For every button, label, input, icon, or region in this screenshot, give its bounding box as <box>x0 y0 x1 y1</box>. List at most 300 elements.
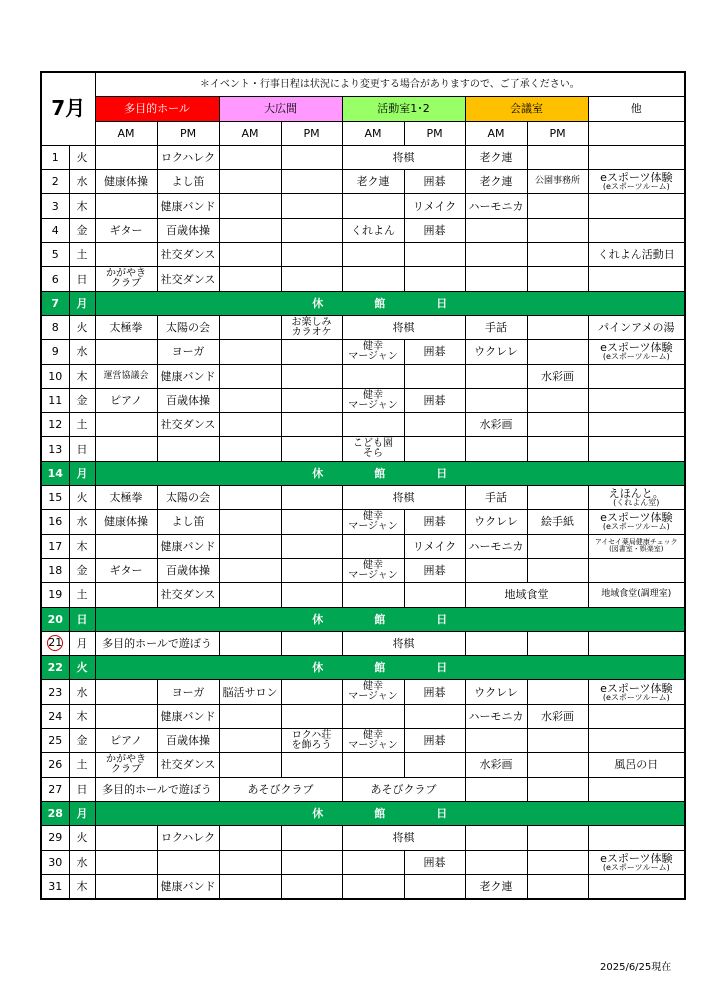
cell <box>95 826 157 850</box>
cell-line: かがやき <box>106 753 147 765</box>
table-row <box>41 170 685 194</box>
table-row <box>41 315 685 339</box>
cell <box>588 170 685 194</box>
cell <box>219 267 281 291</box>
day-number: 25 <box>41 729 69 753</box>
table-row <box>41 826 685 850</box>
cell <box>219 437 281 461</box>
table-row <box>41 243 685 267</box>
cell <box>281 704 342 728</box>
weekday: 金 <box>69 558 95 582</box>
as-of-date: 2025/6/25現在 <box>600 962 672 973</box>
cell <box>95 243 157 267</box>
cell: ウクレレ <box>465 340 527 364</box>
other-event: eスポーツ体験 <box>600 681 673 695</box>
other-event-sub: (eスポーツルーム) <box>602 522 670 532</box>
cell-line: 健幸 <box>363 340 384 352</box>
cell <box>281 874 342 899</box>
cell: 老ク連 <box>465 874 527 899</box>
cell <box>527 534 588 558</box>
cell: 囲碁 <box>404 729 465 753</box>
cell: ハーモニカ <box>465 534 527 558</box>
weekday: 木 <box>69 194 95 218</box>
weekday: 水 <box>69 850 95 874</box>
day-number: 11 <box>41 388 69 412</box>
room-header-other: 他 <box>588 97 685 121</box>
cell: くれよん <box>342 218 404 242</box>
cell <box>588 388 685 412</box>
cell: 囲碁 <box>404 850 465 874</box>
cell <box>219 704 281 728</box>
cell: 囲碁 <box>404 388 465 412</box>
cell: 多目的ホールで遊ぼう <box>95 631 219 655</box>
cell <box>588 267 685 291</box>
weekday: 水 <box>69 510 95 534</box>
cell: 脳活サロン <box>219 680 281 704</box>
cell <box>404 437 465 461</box>
cell <box>527 850 588 874</box>
cell: ウクレレ <box>465 510 527 534</box>
cell <box>465 243 527 267</box>
cell: 囲碁 <box>404 340 465 364</box>
cell: 風呂の日 <box>588 753 685 777</box>
cell <box>281 486 342 510</box>
cell-line: こども園 <box>353 438 394 450</box>
day-number: 30 <box>41 850 69 874</box>
day-number: 15 <box>41 486 69 510</box>
cell <box>527 486 588 510</box>
cell <box>404 243 465 267</box>
cell <box>281 850 342 874</box>
cell: 囲碁 <box>404 558 465 582</box>
cell <box>465 364 527 388</box>
cell: ヨーガ <box>157 340 219 364</box>
cell: 手話 <box>465 315 527 339</box>
cell <box>465 558 527 582</box>
closed-label: 休 館 日 <box>95 801 685 825</box>
cell <box>588 145 685 169</box>
cell <box>95 340 157 364</box>
cell <box>95 437 157 461</box>
cell: くれよん活動日 <box>588 243 685 267</box>
cell <box>527 218 588 242</box>
cell <box>219 583 281 607</box>
cell <box>527 874 588 899</box>
cell <box>219 850 281 874</box>
cell-line: 健幸 <box>363 681 384 693</box>
cell: 将棋 <box>342 145 465 169</box>
cell: 地域食堂(調理室) <box>588 583 685 607</box>
cell <box>219 753 281 777</box>
cell <box>588 777 685 801</box>
room-header-hall: 多目的ホール <box>95 97 219 121</box>
am-header: AM <box>95 121 157 145</box>
cell <box>281 510 342 534</box>
weekday: 金 <box>69 729 95 753</box>
pm-header: PM <box>281 121 342 145</box>
weekday: 火 <box>69 656 95 680</box>
day-number: 3 <box>41 194 69 218</box>
cell-line: 健幸 <box>363 389 384 401</box>
am-header: AM <box>465 121 527 145</box>
closed-label: 休 館 日 <box>95 461 685 485</box>
cell: あそびクラブ <box>342 777 465 801</box>
cell: 将棋 <box>342 631 465 655</box>
table-row <box>41 777 685 801</box>
cell <box>219 413 281 437</box>
cell <box>588 729 685 753</box>
weekday: 土 <box>69 243 95 267</box>
cell: 健康バンド <box>157 534 219 558</box>
other-event-sub: (eスポーツルーム) <box>602 352 670 362</box>
cell-line: マージャン <box>348 739 398 751</box>
day-number <box>41 631 69 655</box>
cell <box>342 510 404 534</box>
table-row <box>41 437 685 461</box>
cell <box>219 194 281 218</box>
cell-line: マージャン <box>348 520 398 532</box>
table-row <box>41 194 685 218</box>
closed-row <box>41 656 685 680</box>
cell: 将棋 <box>342 315 465 339</box>
cell <box>281 680 342 704</box>
cell: 太極拳 <box>95 486 157 510</box>
cell <box>588 850 685 874</box>
cell: ハーモニカ <box>465 194 527 218</box>
cell <box>281 145 342 169</box>
cell: 社交ダンス <box>157 583 219 607</box>
cell <box>219 729 281 753</box>
table-row <box>41 364 685 388</box>
other-event: eスポーツ体験 <box>600 341 673 355</box>
cell: 公園事務所 <box>527 170 588 194</box>
cell <box>219 874 281 899</box>
weekday: 日 <box>69 777 95 801</box>
cell <box>527 315 588 339</box>
cell: 百歳体操 <box>157 729 219 753</box>
cell: よし笛 <box>157 510 219 534</box>
cell <box>281 753 342 777</box>
cell: 将棋 <box>342 826 465 850</box>
cell: ギター <box>95 218 157 242</box>
cell: 将棋 <box>342 486 465 510</box>
room-header-katsudo: 活動室1･2 <box>342 97 465 121</box>
cell <box>219 218 281 242</box>
other-event: アイセイ薬局健康チェック <box>594 538 678 547</box>
cell <box>588 826 685 850</box>
cell-line: 健幸 <box>363 559 384 571</box>
cell <box>281 437 342 461</box>
cell <box>527 826 588 850</box>
cell: ヨーガ <box>157 680 219 704</box>
weekday: 日 <box>69 607 95 631</box>
cell <box>342 194 404 218</box>
closed-row <box>41 801 685 825</box>
cell: リメイク <box>404 194 465 218</box>
cell: ピアノ <box>95 388 157 412</box>
month-label: 7月 <box>41 72 95 145</box>
closed-label: 休 館 日 <box>95 291 685 315</box>
weekday: 月 <box>69 291 95 315</box>
weekday: 木 <box>69 364 95 388</box>
day-number: 7 <box>41 291 69 315</box>
table-row <box>41 510 685 534</box>
cell <box>281 558 342 582</box>
cell <box>588 364 685 388</box>
cell <box>95 583 157 607</box>
cell-line: クラブ <box>111 278 142 290</box>
cell-line: 健幸 <box>363 510 384 522</box>
other-blank <box>588 121 685 145</box>
cell <box>281 243 342 267</box>
cell <box>404 874 465 899</box>
cell: ロクハレク <box>157 145 219 169</box>
cell-line: そら <box>363 448 384 460</box>
other-event: えほんと。 <box>608 487 664 501</box>
cell <box>527 729 588 753</box>
other-event: eスポーツ体験 <box>600 171 673 185</box>
cell <box>281 340 342 364</box>
cell-line: 健幸 <box>363 729 384 741</box>
table-row <box>41 558 685 582</box>
cell <box>219 486 281 510</box>
closed-label: 休 館 日 <box>95 656 685 680</box>
cell-line: マージャン <box>348 569 398 581</box>
cell <box>342 753 404 777</box>
cell-line: ロクハ荘 <box>291 729 332 741</box>
day-number: 8 <box>41 315 69 339</box>
cell: 健康体操 <box>95 170 157 194</box>
table-row <box>41 218 685 242</box>
cell <box>342 413 404 437</box>
cell <box>95 680 157 704</box>
cell: 水彩画 <box>527 704 588 728</box>
cell-line: マージャン <box>348 399 398 411</box>
weekday: 金 <box>69 388 95 412</box>
table-row <box>41 874 685 899</box>
cell <box>527 267 588 291</box>
room-header-kaigi: 会議室 <box>465 97 588 121</box>
table-row <box>41 583 685 607</box>
cell <box>588 704 685 728</box>
weekday: 水 <box>69 680 95 704</box>
cell <box>219 826 281 850</box>
weekday: 金 <box>69 218 95 242</box>
cell <box>342 850 404 874</box>
cell <box>281 364 342 388</box>
cell <box>219 631 281 655</box>
cell <box>527 145 588 169</box>
cell <box>527 777 588 801</box>
weekday: 月 <box>69 801 95 825</box>
day-number: 10 <box>41 364 69 388</box>
cell <box>465 437 527 461</box>
header-row-notice <box>41 72 685 97</box>
am-header: AM <box>219 121 281 145</box>
cell: 健康バンド <box>157 704 219 728</box>
day-number: 20 <box>41 607 69 631</box>
cell: 健康体操 <box>95 510 157 534</box>
closed-row <box>41 291 685 315</box>
day-number: 22 <box>41 656 69 680</box>
cell <box>342 729 404 753</box>
day-number: 1 <box>41 145 69 169</box>
cell: 老ク連 <box>465 145 527 169</box>
cell <box>219 388 281 412</box>
cell <box>465 218 527 242</box>
weekday: 木 <box>69 874 95 899</box>
cell <box>465 850 527 874</box>
cell <box>465 388 527 412</box>
table-row <box>41 413 685 437</box>
cell: 運営協議会 <box>95 364 157 388</box>
table-row <box>41 680 685 704</box>
closed-label: 休 館 日 <box>95 607 685 631</box>
cell <box>404 413 465 437</box>
table-row <box>41 534 685 558</box>
cell: 多目的ホールで遊ぼう <box>95 777 219 801</box>
weekday: 水 <box>69 340 95 364</box>
cell: あそびクラブ <box>219 777 342 801</box>
cell <box>95 267 157 291</box>
cell <box>95 534 157 558</box>
cell <box>342 704 404 728</box>
cell: ギター <box>95 558 157 582</box>
day-number: 24 <box>41 704 69 728</box>
cell <box>588 680 685 704</box>
cell <box>527 413 588 437</box>
closed-row <box>41 607 685 631</box>
cell: 健康バンド <box>157 194 219 218</box>
day-number: 4 <box>41 218 69 242</box>
weekday: 土 <box>69 413 95 437</box>
cell: ピアノ <box>95 729 157 753</box>
other-event-sub: (eスポーツルーム) <box>602 692 670 702</box>
day-number: 19 <box>41 583 69 607</box>
table-row <box>41 145 685 169</box>
cell: 老ク連 <box>342 170 404 194</box>
table-row <box>41 486 685 510</box>
cell <box>95 704 157 728</box>
cell-line: お楽しみ <box>291 316 332 328</box>
cell <box>404 267 465 291</box>
cell <box>342 243 404 267</box>
table-row <box>41 729 685 753</box>
cell <box>95 413 157 437</box>
cell <box>95 145 157 169</box>
cell: 絵手紙 <box>527 510 588 534</box>
cell <box>219 340 281 364</box>
cell: ロクハレク <box>157 826 219 850</box>
table-row <box>41 340 685 364</box>
day-number: 13 <box>41 437 69 461</box>
weekday: 火 <box>69 486 95 510</box>
weekday: 水 <box>69 170 95 194</box>
table-row <box>41 388 685 412</box>
cell <box>95 753 157 777</box>
weekday: 火 <box>69 315 95 339</box>
monthly-schedule-table <box>40 71 686 900</box>
day-number: 28 <box>41 801 69 825</box>
day-number: 31 <box>41 874 69 899</box>
pm-header: PM <box>404 121 465 145</box>
cell <box>219 558 281 582</box>
weekday: 日 <box>69 437 95 461</box>
cell <box>465 729 527 753</box>
cell <box>342 583 404 607</box>
pm-header: PM <box>157 121 219 145</box>
am-header: AM <box>342 121 404 145</box>
cell <box>281 826 342 850</box>
other-event: eスポーツ体験 <box>600 851 673 865</box>
cell <box>588 194 685 218</box>
cell: リメイク <box>404 534 465 558</box>
cell <box>281 170 342 194</box>
cell: 太陽の会 <box>157 486 219 510</box>
cell <box>527 388 588 412</box>
cell-line: マージャン <box>348 691 398 703</box>
cell: 太陽の会 <box>157 315 219 339</box>
cell: 水彩画 <box>527 364 588 388</box>
day-number: 2 <box>41 170 69 194</box>
header-row-rooms <box>41 97 685 121</box>
cell: 老ク連 <box>465 170 527 194</box>
cell: 社交ダンス <box>157 243 219 267</box>
cell: パインアメの湯 <box>588 315 685 339</box>
cell <box>219 315 281 339</box>
weekday: 日 <box>69 267 95 291</box>
weekday: 月 <box>69 631 95 655</box>
cell: 手話 <box>465 486 527 510</box>
cell <box>281 388 342 412</box>
cell: 地域食堂 <box>465 583 588 607</box>
table-row <box>41 631 685 655</box>
cell <box>219 170 281 194</box>
weekday: 木 <box>69 704 95 728</box>
cell: 囲碁 <box>404 680 465 704</box>
cell: よし笛 <box>157 170 219 194</box>
day-number: 27 <box>41 777 69 801</box>
cell: 水彩画 <box>465 413 527 437</box>
day-number: 5 <box>41 243 69 267</box>
other-event-sub: (図書室・娯楽室) <box>609 545 664 554</box>
room-header-hiroma: 大広間 <box>219 97 342 121</box>
cell <box>588 340 685 364</box>
day-number: 9 <box>41 340 69 364</box>
cell: 社交ダンス <box>157 413 219 437</box>
cell <box>588 631 685 655</box>
day-number: 18 <box>41 558 69 582</box>
day-number: 12 <box>41 413 69 437</box>
weekday: 土 <box>69 583 95 607</box>
cell <box>95 850 157 874</box>
cell <box>219 510 281 534</box>
cell-line: カラオケ <box>291 326 332 338</box>
cell <box>527 558 588 582</box>
cell <box>95 874 157 899</box>
cell <box>157 437 219 461</box>
cell <box>342 267 404 291</box>
cell: 百歳体操 <box>157 388 219 412</box>
weekday: 火 <box>69 145 95 169</box>
cell <box>281 729 342 753</box>
day-number: 23 <box>41 680 69 704</box>
cell <box>95 194 157 218</box>
cell <box>219 145 281 169</box>
cell-line: クラブ <box>111 763 142 775</box>
cell: 囲碁 <box>404 170 465 194</box>
cell <box>281 413 342 437</box>
